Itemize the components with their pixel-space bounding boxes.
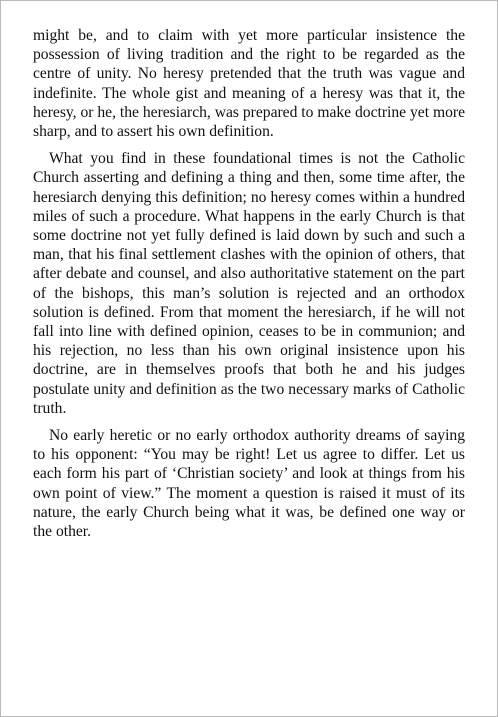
paragraph-continuation: might be, and to claim with yet more particular insistence the possession of living tradition and the right to be regarded as the centre of unity. No heresy pretended that the truth was vague and indefinite. The whole gist and meaning of a heresy was that it, the heresy, or he, the heresiarch, was prepared to make doctrine yet more sharp, and to assert his own definition.	[33, 27, 465, 141]
document-page	[33, 26, 465, 549]
paragraph-foundational-times: What you find in these foundational times is not the Catholic Church asserting and defining a thing and then, some time after, the heresiarch denying this definition; no heresy comes within a hundred miles of such a procedure. What happens in the early Church is that some doctrine not yet fully defined is laid down by such and such a man, that his final settlement clashes with the opinion of others, that after debate and counsel, and also authoritative statement on the part of the bishops, this man’s solution is rejected and an orthodox solution is defined. From that moment the heresiarch, if he will not fall into line with defined opinion, ceases to be in communion; and his rejection, no less than his own original insistence upon his doctrine, are in themselves proofs that both he and his judges postulate unity and definition as the two necessary marks of Catholic truth.	[33, 150, 465, 417]
paragraph-early-heretic: No early heretic or no early orthodox authority dreams of saying to his opponent: “You may be right! Let us agree to differ. Let us each form his part of ‘Christian society’ and look at things from his own point of view.” The moment a question is raised it must of its nature, the early Church being what it was, be defined one way or the other.	[33, 427, 465, 541]
